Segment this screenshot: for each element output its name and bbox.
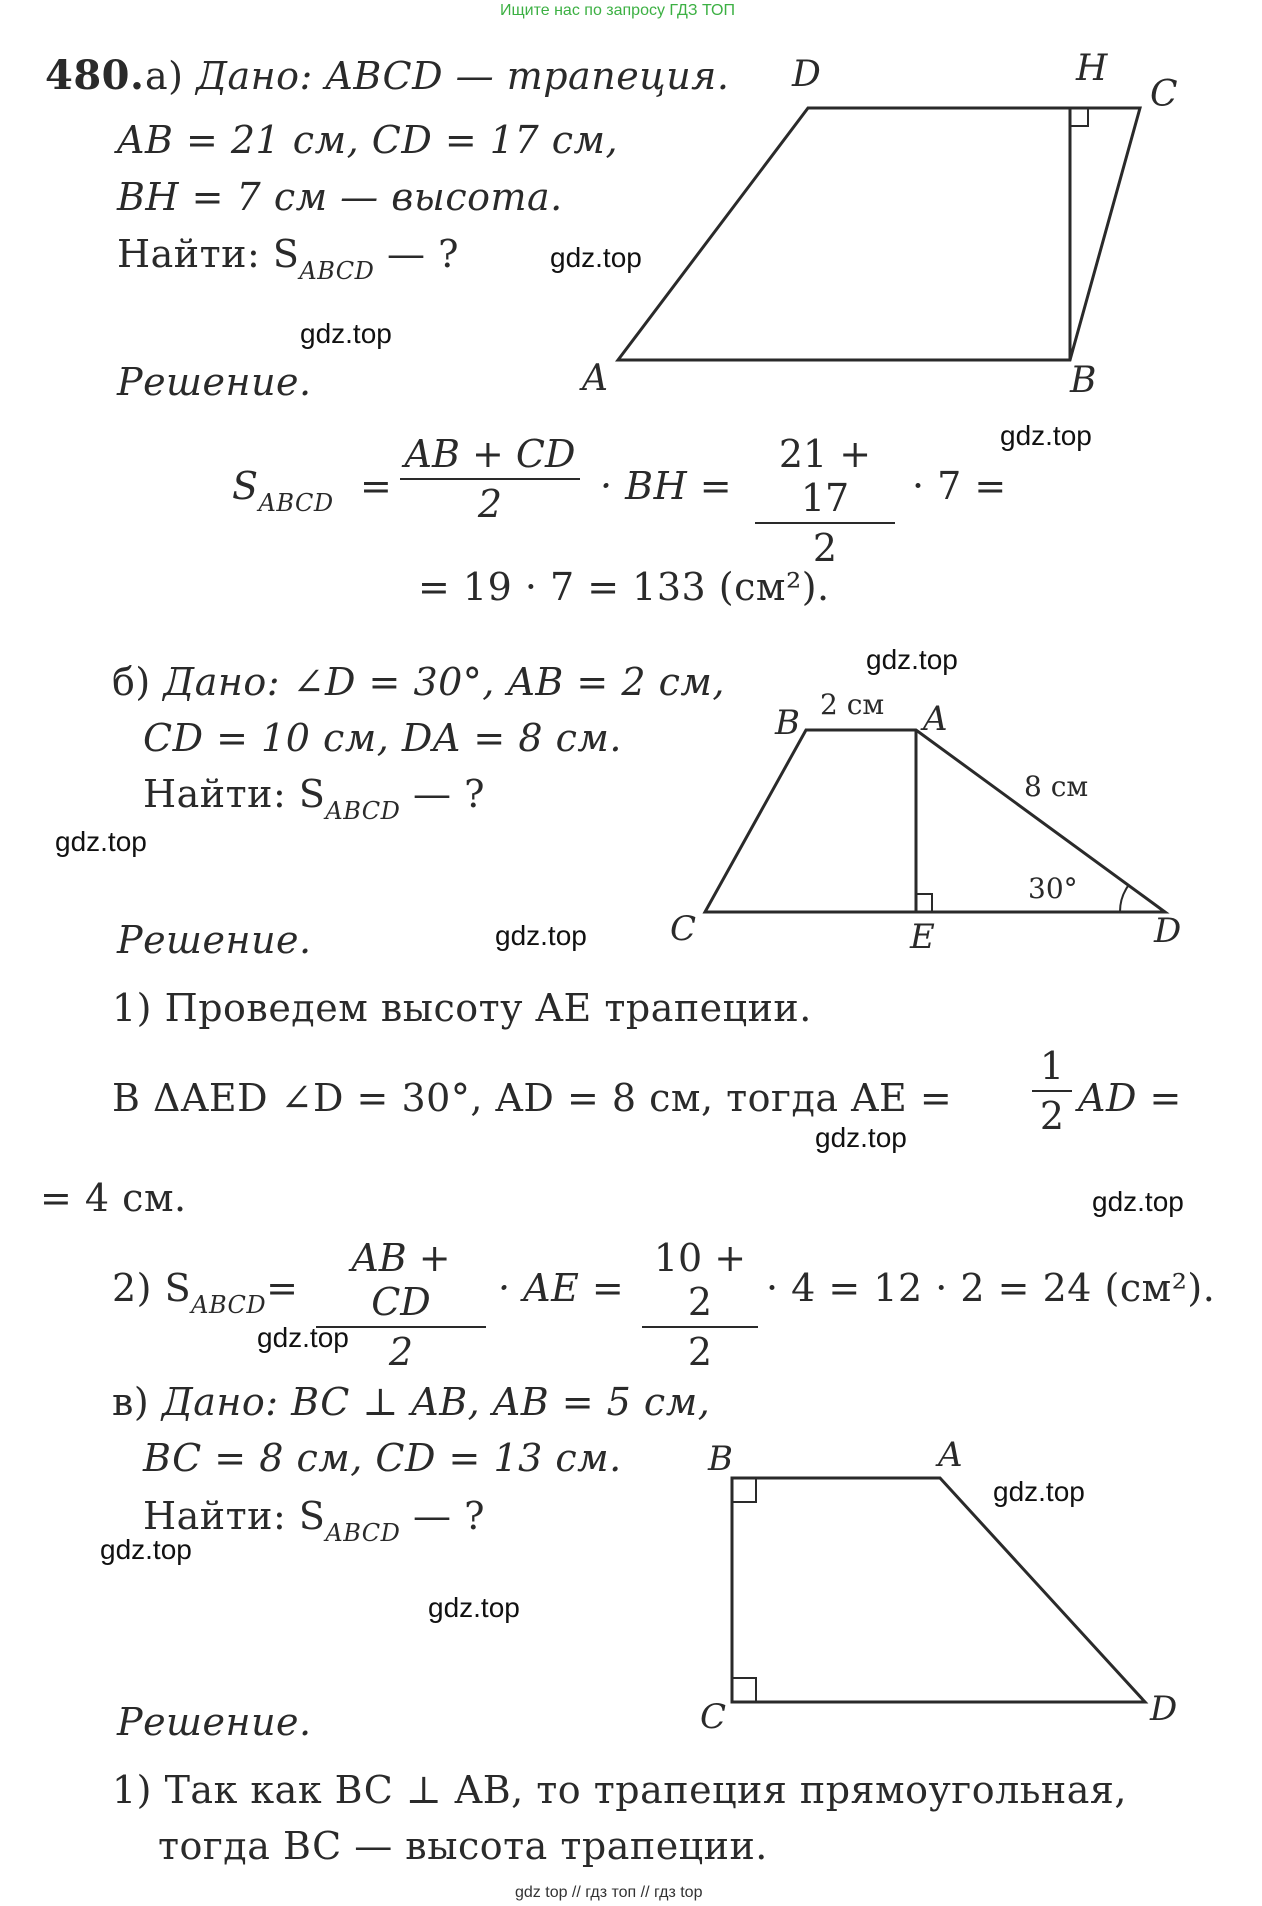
trapezoid-a [618,108,1140,360]
part-a-find-sub: ABCD [299,257,375,285]
trapezoid-c [732,1478,1145,1702]
watermark: gdz.top [300,318,392,349]
part-a-find-tail: — ? [374,232,459,276]
part-c-given [112,1380,710,1424]
label-b: B [1070,360,1097,401]
right-angle-mark-b [732,1478,756,1502]
angle-arc-d [1120,886,1128,912]
part-b-step1c: = 4 см. [40,1176,187,1220]
part-a-find [117,232,459,285]
part-c-line1: : BC ⊥ AB, AB = 5 см, [265,1380,711,1424]
label-b: B [775,703,800,743]
part-c-step1b: тогда BC — высота трапеции. [158,1824,768,1868]
part-b-line2: CD = 10 см, DA = 8 см. [143,716,622,760]
part-b-step2-prefix: 2) $S_{ABCD}=$ [112,1266,299,1319]
part-a-line1: : ABCD — трапеция. [299,54,730,98]
watermark: gdz.top [815,1122,907,1153]
part-b-line1: : ∠D = 30°, AB = 2 см, [266,660,725,704]
part-a-label: а) [145,54,184,98]
part-b-given-word: Дано [163,660,267,704]
part-b-half-frac: 1 2 [1032,1044,1072,1138]
right-angle-mark-h [1070,108,1088,126]
part-a-given-word: Дано [196,54,300,98]
formula-a-line2: = 19 · 7 = 133 (см²). [418,565,830,609]
part-a-solution-word: Решение. [117,360,312,404]
part-b-label: б) [112,660,151,704]
right-angle-mark-e [916,894,932,912]
label-c: C [1150,74,1178,115]
label-h: H [1076,48,1108,89]
part-c-find: Найти: $S_{ABCD}$ — ? [143,1494,485,1547]
part-b-figure [670,680,1210,970]
part-b-step2-frac1: AB + CD 2 [316,1236,486,1374]
watermark: gdz.top [993,1476,1085,1507]
part-c-figure [690,1430,1210,1750]
part-c-line2: BC = 8 см, CD = 13 см. [143,1436,622,1480]
footer-link[interactable]: gdz top // гдз топ // гдз top [515,1884,703,1901]
watermark: gdz.top [866,644,958,675]
part-c-solution-word: Решение. [117,1700,312,1744]
part-a-line3: BH = 7 см — высота. [117,175,563,219]
problem-number: 480. [45,52,145,99]
part-b-step1b: В ΔAED ∠D = 30°, AD = 8 см, тогда AE = [112,1076,953,1120]
label-c: C [670,909,697,949]
part-b-solution-word: Решение. [117,918,312,962]
label-a: A [938,1435,963,1475]
part-a-line2: AB = 21 см, CD = 17 см, [117,118,619,162]
trapezoid-b [705,730,1165,912]
part-b-given [112,660,725,704]
formula-a-tail: · 7 = [912,464,1007,508]
watermark: gdz.top [100,1534,192,1565]
label-ad-length: 8 см [1024,770,1089,803]
watermark: gdz.top [550,242,642,273]
watermark: gdz.top [55,826,147,857]
watermark: gdz.top [495,920,587,951]
part-b-step2-mid: · AE = [498,1266,625,1310]
label-e: E [910,917,935,957]
label-a: A [582,358,608,399]
label-b: B [708,1439,733,1479]
part-b-step2-frac2: 10 + 2 2 [642,1236,758,1374]
label-c: C [700,1697,727,1737]
label-d: D [792,54,821,95]
formula-a-mid: · BH = [600,464,733,508]
watermark: gdz.top [428,1592,520,1623]
formula-a-lhs: $S_{ABCD}$ [232,464,334,517]
label-angle: 30° [1028,872,1078,905]
part-c-given-word: Дано [161,1380,266,1424]
formula-a-eq: = [360,464,393,508]
part-b-step2-tail: · 4 = 12 · 2 = 24 (см²). [766,1266,1216,1310]
formula-a-frac1: AB + CD 2 [400,432,580,526]
part-c-step1: 1) Так как BC ⊥ AB, то трапеция прямоугольная, [112,1768,1127,1812]
label-a: A [923,699,948,739]
part-a-find-word: Найти: S [117,232,300,276]
part-b-step1b-tail: AD = [1078,1076,1182,1120]
watermark: gdz.top [1092,1186,1184,1217]
watermark: gdz.top [257,1322,349,1353]
label-d: D [1154,911,1182,951]
formula-a-frac2: 21 + 17 2 [755,432,895,570]
right-angle-mark-c [732,1678,756,1702]
watermark: gdz.top [1000,420,1092,451]
header-link[interactable]: Ищите нас по запросу ГДЗ ТОП [500,2,735,19]
part-c-label: в) [112,1380,150,1424]
label-d: D [1150,1689,1178,1729]
part-b-step1: 1) Проведем высоту AE трапеции. [112,986,812,1030]
part-b-find: Найти: $S_{ABCD}$ — ? [143,772,485,825]
label-ab-length: 2 см [820,688,885,721]
